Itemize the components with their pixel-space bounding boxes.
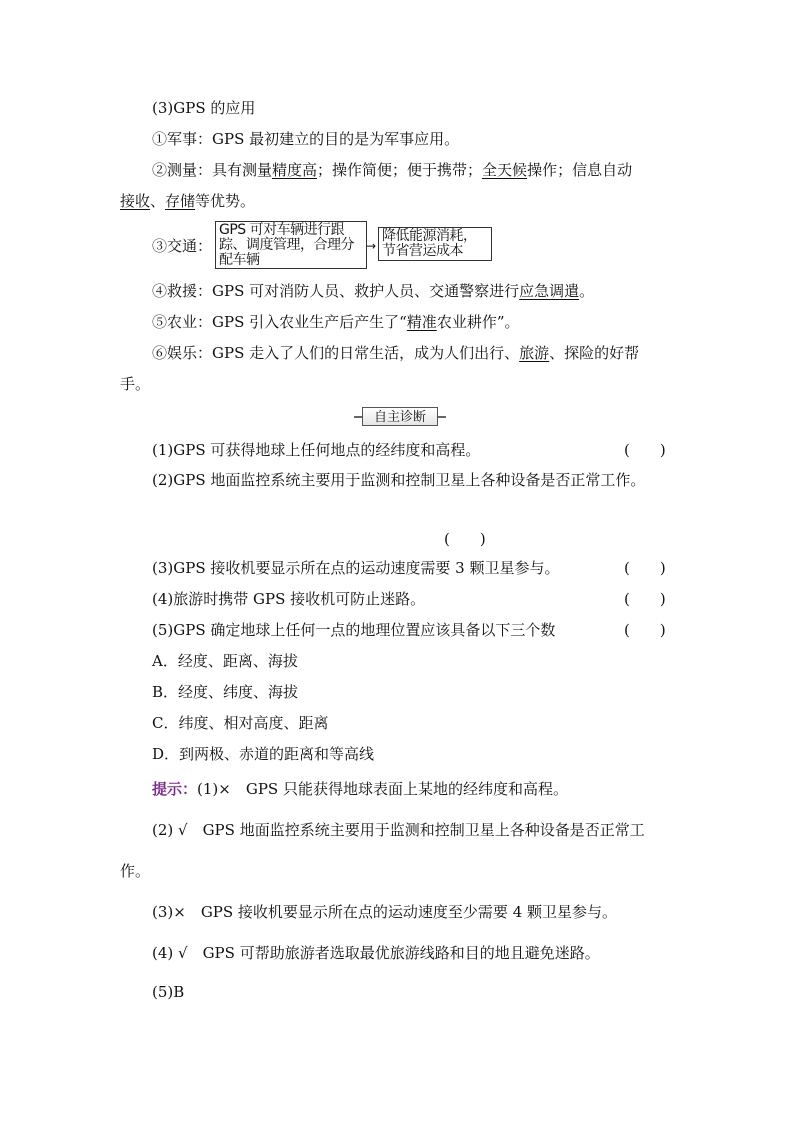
- survey-underline-precision: 精度高: [272, 161, 318, 179]
- traffic-arrow-icon: →: [366, 239, 377, 253]
- item-entertainment: [152, 343, 639, 363]
- survey-text-c: 操作；信息自动: [527, 161, 633, 179]
- survey-text-b: ；操作简便；便于携带；: [317, 161, 483, 179]
- traffic-box-tracking: GPS 可对车辆进行跟踪、调度管理，合理分配车辆: [215, 221, 367, 269]
- ent-text-b: 、探险的好帮: [549, 344, 640, 362]
- question-1: (1)GPS 可获得地球上任何地点的经纬度和高程。: [152, 441, 481, 459]
- hint-2: (2) √ GPS 地面监控系统主要用于监测和控制卫星上各种设备是否正常工: [152, 821, 645, 839]
- hint-1-line: [152, 779, 568, 799]
- answer-blank-4: ( ): [624, 590, 666, 608]
- hint-3: (3)× GPS 接收机要显示所在点的运动速度至少需要 4 颗卫星参与。: [152, 903, 618, 921]
- hint-2-cont: 作。: [120, 862, 151, 880]
- item-survey: [152, 160, 632, 180]
- section-title: (3)GPS 的应用: [152, 99, 256, 117]
- survey-underline-store: 存储: [165, 192, 196, 210]
- rescue-text-a: ④救援：GPS 可对消防人员、救护人员、交通警察进行: [152, 282, 520, 300]
- item-military: ①军事：GPS 最初建立的目的是为军事应用。: [152, 130, 460, 148]
- survey-text-a: ②测量：具有测量: [152, 161, 273, 179]
- ent-underline: 旅游: [519, 344, 550, 362]
- answer-blank-3: ( ): [624, 559, 666, 577]
- hint-label: 提示：: [152, 780, 198, 798]
- answer-blank-5: ( ): [624, 621, 666, 639]
- question-5: (5)GPS 确定地球上任何一点的地理位置应该具备以下三个数: [152, 621, 556, 639]
- survey-text-d: 、: [150, 192, 166, 210]
- answer-blank-2: ( ): [444, 530, 486, 548]
- survey-underline-receive: 接收: [120, 192, 151, 210]
- item-entertainment-cont: 手。: [120, 375, 151, 393]
- self-diagnosis-badge: 自主诊断: [362, 407, 438, 426]
- item-survey-cont: [120, 191, 255, 211]
- question-2: (2)GPS 地面监控系统主要用于监测和控制卫星上各种设备是否正常工作。: [152, 471, 646, 489]
- item-rescue: [152, 281, 594, 301]
- answer-blank-1: ( ): [624, 441, 666, 459]
- option-c: C．纬度、相对高度、距离: [152, 714, 329, 732]
- rescue-underline: 应急调遣: [519, 282, 580, 300]
- survey-underline-allweather: 全天候: [482, 161, 528, 179]
- option-a: A．经度、距离、海拔: [152, 652, 298, 670]
- hint-1: (1)× GPS 只能获得地球表面上某地的经纬度和高程。: [197, 780, 568, 798]
- traffic-label: ③交通：: [152, 237, 213, 255]
- hint-4: (4) √ GPS 可帮助旅游者选取最优旅游线路和目的地且避免迷路。: [152, 944, 600, 962]
- rescue-text-b: 。: [579, 282, 595, 300]
- item-agriculture: [152, 312, 519, 332]
- agri-text-a: ⑤农业：GPS 引入农业生产后产生了“: [152, 313, 407, 331]
- question-3: (3)GPS 接收机要显示所在点的运动速度需要 3 颗卫星参与。: [152, 559, 560, 577]
- question-4: (4)旅游时携带 GPS 接收机可防止迷路。: [152, 590, 426, 608]
- agri-underline: 精准: [406, 313, 437, 331]
- option-b: B．经度、纬度、海拔: [152, 683, 299, 701]
- ent-text-a: ⑥娱乐：GPS 走入了人们的日常生活，成为人们出行、: [152, 344, 520, 362]
- survey-text-e: 等优势。: [195, 192, 256, 210]
- agri-text-b: 农业耕作”。: [436, 313, 520, 331]
- hint-5: (5)B: [152, 983, 185, 1001]
- option-d: D．到两极、赤道的距离和等高线: [152, 745, 375, 763]
- traffic-box-benefit: 降低能源消耗，节省营运成本: [378, 227, 492, 261]
